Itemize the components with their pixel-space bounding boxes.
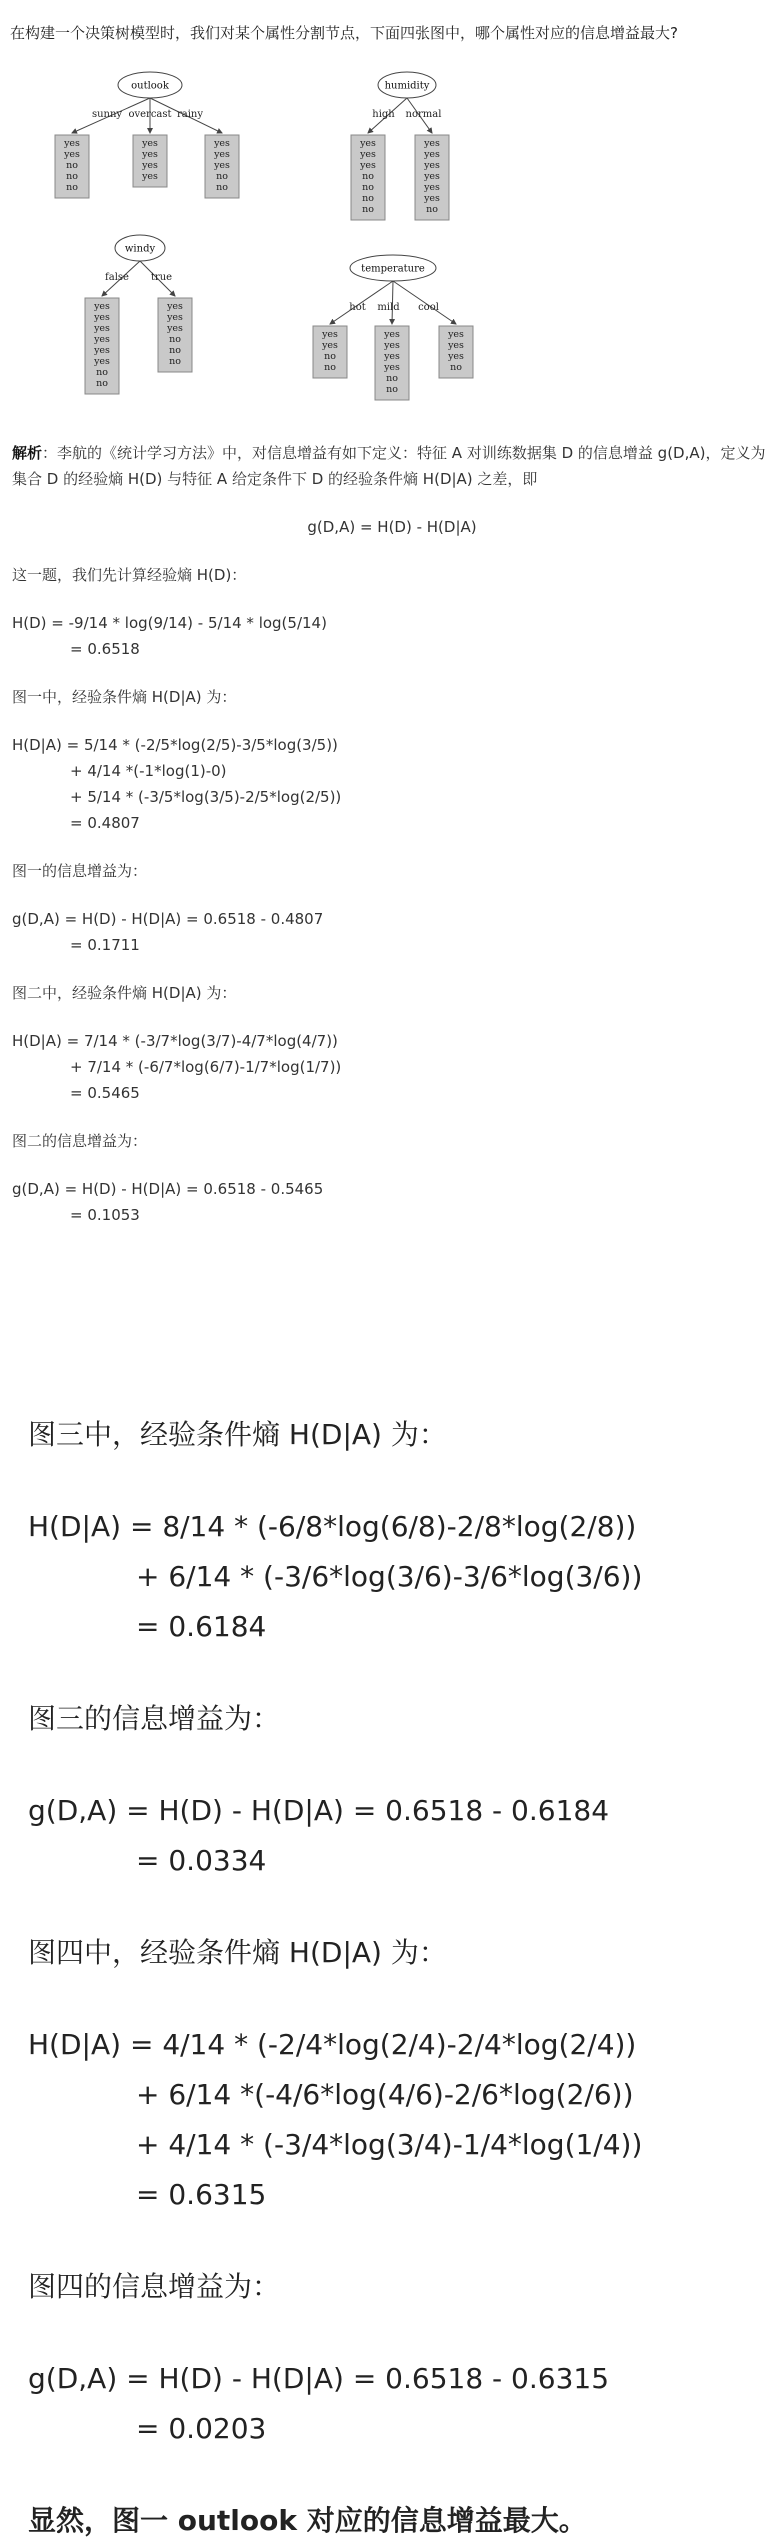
temperature-leaf-value: yes [322,329,338,340]
temperature-leaf-value: yes [448,340,464,351]
outlook-leaf-value: yes [142,171,158,182]
humidity-leaf-value: yes [360,149,376,160]
fig3-line-2: + 6/14 * (-3/6*log(3/6)-3/6*log(3/6)) [136,1560,643,1593]
fig3-gain-line-2: = 0.0334 [136,1844,267,1877]
humidity-leaf-value: no [362,204,374,215]
windy-leaf-value: yes [167,312,183,323]
conclusion-text: 显然，图一 outlook 对应的信息增益最大。 [28,2504,587,2537]
humidity-leaf-value: no [362,193,374,204]
windy-leaf-value: no [96,378,108,389]
question-text: 在构建一个决策树模型时，我们对某个属性分割节点，下面四张图中，哪个属性对应的信息增益最大? [10,24,678,42]
fig4-title: 图四中，经验条件熵 H(D|A) 为： [28,1936,447,1969]
outlook-branch-label-overcast: overcast [128,109,172,120]
fig1-title: 图一中，经验条件熵 H(D|A) 为： [12,688,237,706]
fig4-line-2: + 6/14 *(-4/6*log(4/6)-2/6*log(2/6)) [136,2078,634,2111]
windy-branch-label-true: true [150,272,173,283]
windy-leaf-value: yes [167,301,183,312]
windy-leaf-value: yes [94,312,110,323]
humidity-leaf-value: yes [424,193,440,204]
windy-leaf-value: yes [94,345,110,356]
gain-definition-formula: g(D,A) = H(D) - H(D|A) [307,518,477,536]
humidity-branch-label-high: high [372,109,395,120]
fig1-gain-title: 图一的信息增益为： [12,862,148,880]
lead-rest: ：李航的《统计学习方法》中，对信息增益有如下定义：特征 A 对训练数据集 D 的信息增益 g(D,A)，定义为集合 D 的经验熵 H(D) 与特征 A 给定条件下 D 的经验条件熵 H(D|A) 之差，即 [12,444,766,488]
temperature-leaf-value: no [386,373,398,384]
fig1-gain-line-1: g(D,A) = H(D) - H(D|A) = 0.6518 - 0.4807 [12,910,324,928]
outlook-leaf-value: yes [64,138,80,149]
humidity-leaf-value: yes [360,138,376,149]
windy-leaf-value: yes [94,323,110,334]
outlook-leaf-value: yes [214,138,230,149]
fig1-line-2: + 4/14 *(-1*log(1)-0) [70,762,227,780]
fig2-gain-line-1: g(D,A) = H(D) - H(D|A) = 0.6518 - 0.5465 [12,1180,324,1198]
outlook-leaf-value: no [216,182,228,193]
temperature-leaf-value: yes [448,351,464,362]
temperature-leaf-value: no [324,362,336,373]
decision-tree-svg [0,60,781,430]
fig2-gain-line-2: = 0.1053 [70,1206,140,1224]
outlook-branch-label-rainy: rainy [176,109,204,120]
temperature-root-label: temperature [361,263,425,275]
outlook-leaf-value: yes [142,149,158,160]
humidity-leaf-value: yes [424,149,440,160]
windy-leaf-value: no [96,367,108,378]
temperature-branch-label-cool: cool [418,302,439,313]
windy-leaf-value: no [169,345,181,356]
outlook-leaf-value: no [216,171,228,182]
fig4-gain-line-2: = 0.0203 [136,2412,267,2445]
humidity-leaf-value: yes [424,182,440,193]
hd-line-1: H(D) = -9/14 * log(9/14) - 5/14 * log(5/14) [12,614,327,632]
humidity-leaf-value: yes [424,160,440,171]
temperature-leaf-value: yes [384,351,400,362]
solution-part-1 [12,440,772,1228]
temperature-leaf-value: no [324,351,336,362]
fig2-gain-title: 图二的信息增益为： [12,1132,148,1150]
windy-leaf-value: yes [167,323,183,334]
fig1-line-1: H(D|A) = 5/14 * (-2/5*log(2/5)-3/5*log(3/5)) [12,736,338,754]
temperature-leaf-value: yes [448,329,464,340]
temperature-leaf-value: no [386,384,398,395]
windy-leaf-value: yes [94,356,110,367]
windy-leaf-value: yes [94,334,110,345]
fig3-gain-title: 图三的信息增益为： [28,1702,281,1735]
fig3-line-3: = 0.6184 [136,1610,267,1643]
fig3-title: 图三中，经验条件熵 H(D|A) 为： [28,1418,447,1451]
windy-leaf-value: yes [94,301,110,312]
hd-line-2: = 0.6518 [70,640,140,658]
fig2-line-1: H(D|A) = 7/14 * (-3/7*log(3/7)-4/7*log(4/7)) [12,1032,338,1050]
temperature-leaf-value: yes [322,340,338,351]
fig4-line-4: = 0.6315 [136,2178,267,2211]
outlook-leaf-value: no [66,171,78,182]
fig1-line-4: = 0.4807 [70,814,140,832]
humidity-root-label: humidity [384,80,430,92]
outlook-leaf-value: yes [142,138,158,149]
fig3-line-1: H(D|A) = 8/14 * (-6/8*log(6/8)-2/8*log(2/8)) [28,1510,637,1543]
fig2-title: 图二中，经验条件熵 H(D|A) 为： [12,984,237,1002]
fig4-line-3: + 4/14 * (-3/4*log(3/4)-1/4*log(1/4)) [136,2128,643,2161]
solution-part-2 [28,1410,768,2546]
windy-branch-label-false: false [105,272,129,283]
outlook-leaf-value: yes [142,160,158,171]
outlook-branch-label-sunny: sunny [91,109,123,120]
humidity-leaf-value: no [426,204,438,215]
temperature-leaf-value: yes [384,329,400,340]
temperature-branch-label-hot: hot [349,302,366,313]
humidity-leaf-value: yes [424,171,440,182]
fig4-gain-line-1: g(D,A) = H(D) - H(D|A) = 0.6518 - 0.6315 [28,2362,610,2395]
fig2-line-3: = 0.5465 [70,1084,140,1102]
outlook-leaf-value: yes [214,160,230,171]
outlook-leaf-value: yes [64,149,80,160]
humidity-leaf-value: no [362,182,374,193]
temperature-leaf-value: no [450,362,462,373]
temperature-leaf-value: yes [384,362,400,373]
fig3-gain-line-1: g(D,A) = H(D) - H(D|A) = 0.6518 - 0.6184 [28,1794,610,1827]
outlook-leaf-value: yes [214,149,230,160]
lead-bold: 解析 [12,444,43,462]
fig1-gain-line-2: = 0.1711 [70,936,140,954]
temperature-leaf-value: yes [384,340,400,351]
fig2-line-2: + 7/14 * (-6/7*log(6/7)-1/7*log(1/7)) [70,1058,342,1076]
intro-text: 这一题，我们先计算经验熵 H(D)： [12,566,247,584]
temperature-branch-label-mild: mild [377,302,400,313]
windy-root-label: windy [124,243,156,255]
outlook-leaf-value: no [66,160,78,171]
humidity-branch-label-normal: normal [405,109,442,120]
decision-tree-diagrams [0,60,781,430]
humidity-leaf-value: no [362,171,374,182]
outlook-root-label: outlook [131,80,169,92]
humidity-leaf-value: yes [424,138,440,149]
humidity-leaf-value: yes [360,160,376,171]
fig4-gain-title: 图四的信息增益为： [28,2270,281,2303]
fig1-line-3: + 5/14 * (-3/5*log(3/5)-2/5*log(2/5)) [70,788,342,806]
solution-lead [12,440,772,492]
windy-leaf-value: no [169,334,181,345]
windy-leaf-value: no [169,356,181,367]
outlook-leaf-value: no [66,182,78,193]
fig4-line-1: H(D|A) = 4/14 * (-2/4*log(2/4)-2/4*log(2/4)) [28,2028,637,2061]
